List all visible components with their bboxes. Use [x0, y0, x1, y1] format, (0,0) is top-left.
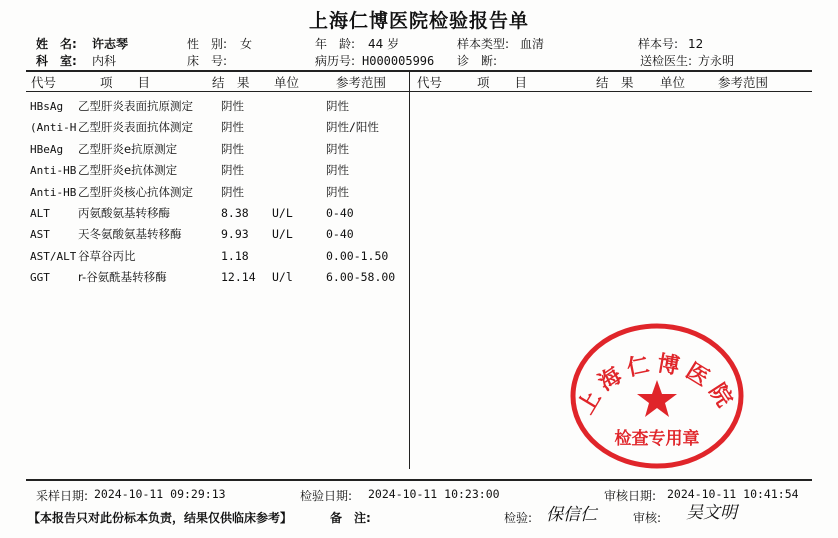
row-reference: 0-40 — [326, 227, 354, 242]
row-item-name: 天冬氨酸氨基转移酶 — [78, 227, 182, 242]
gender-label: 性 别: — [187, 37, 228, 51]
row-code: AST — [30, 228, 50, 242]
patient-gender: 女 — [240, 37, 253, 51]
row-item-name: 乙型肝炎核心抗体测定 — [78, 184, 193, 199]
remark-label: 备 注: — [330, 511, 371, 525]
seal-bottom-text: 检查专用章 — [614, 429, 700, 449]
star-icon — [637, 380, 677, 417]
row-item-name: 乙型肝炎e抗原测定 — [78, 141, 178, 156]
row-item-name: 乙型肝炎表面抗原测定 — [78, 99, 193, 113]
report-title: 上海仁博医院检验报告单 — [308, 10, 529, 32]
row-result: 阴性 — [221, 141, 244, 156]
table-row — [0, 160, 420, 181]
table-row — [0, 182, 420, 203]
header-item-right: 项 目 — [477, 75, 528, 90]
header-code-right: 代号 — [417, 75, 443, 90]
row-reference: 阴性 — [326, 99, 349, 113]
row-item-name: 乙型肝炎表面抗体测定 — [78, 120, 193, 135]
tester-signature: 保信仁 — [546, 505, 597, 525]
review-date: 2024-10-11 10:41:54 — [667, 487, 799, 501]
row-result: 12.14 — [221, 270, 256, 285]
reviewer-label: 审核: — [633, 511, 662, 525]
row-reference: 6.00-58.00 — [326, 270, 396, 285]
header-ref-left: 参考范围 — [336, 75, 387, 90]
review-date-label: 审核日期: — [604, 489, 657, 503]
row-result: 阴性 — [221, 99, 244, 113]
row-result: 阴性 — [221, 120, 244, 135]
row-code: GGT — [30, 271, 50, 285]
table-row — [0, 267, 420, 288]
row-unit: U/L — [272, 205, 293, 220]
table-top-rule — [26, 70, 812, 72]
row-item-name: 丙氨酸氨基转移酶 — [78, 205, 170, 220]
reviewer-signature: 吴文明 — [686, 503, 737, 523]
name-label: 姓 名: — [36, 37, 77, 51]
sample-type-label: 样本类型: — [457, 37, 510, 51]
sampling-date: 2024-10-11 09:29:13 — [94, 487, 226, 501]
patient-info-row-1 — [0, 36, 838, 52]
row-code: Anti-HB — [30, 185, 76, 199]
test-date-label: 检验日期: — [300, 489, 353, 503]
age-label: 年 龄: — [315, 37, 356, 51]
row-code: ALT — [30, 206, 50, 220]
patient-age: 44 岁 — [368, 37, 400, 51]
doctor-name: 方永明 — [698, 54, 735, 68]
table-row — [0, 203, 420, 224]
bed-label: 床 号: — [187, 54, 228, 68]
row-code: Anti-HB — [30, 164, 76, 178]
doctor-label: 送检医生: — [640, 54, 693, 68]
row-result: 8.38 — [221, 205, 249, 220]
row-reference: 0-40 — [326, 205, 354, 220]
table-row — [0, 224, 420, 245]
disclaimer-text: 【本报告只对此份标本负责，结果仅供临床参考】 — [28, 511, 293, 525]
row-unit: U/l — [272, 270, 293, 285]
patient-info-row-2 — [0, 53, 838, 69]
row-reference: 0.00-1.50 — [326, 248, 389, 263]
row-reference: 阴性 — [326, 163, 349, 178]
table-row — [0, 139, 420, 160]
sampling-date-label: 采样日期: — [36, 489, 89, 503]
header-ref-right: 参考范围 — [718, 75, 769, 90]
record-label: 病历号: — [315, 54, 356, 68]
sample-type: 血清 — [520, 37, 545, 51]
row-reference: 阴性 — [326, 141, 349, 156]
row-unit: U/L — [272, 227, 293, 242]
row-code: AST/ALT — [30, 249, 76, 263]
patient-dept: 内科 — [92, 54, 117, 68]
record-no: H000005996 — [362, 54, 435, 68]
hospital-seal-stamp — [569, 320, 745, 470]
seal-arc-text: 上海仁博医院 — [573, 351, 740, 419]
table-row — [0, 96, 420, 117]
row-reference: 阴性 — [326, 184, 349, 199]
row-reference: 阴性/阳性 — [326, 120, 379, 135]
diagnosis-label: 诊 断: — [457, 54, 498, 68]
header-result-left: 结 果 — [212, 75, 250, 90]
sample-no: 12 — [688, 37, 704, 51]
table-row — [0, 246, 420, 267]
row-code: HBsAg — [30, 100, 64, 113]
row-item-name: r-谷氨酰基转移酶 — [78, 270, 167, 285]
dept-label: 科 室: — [36, 54, 77, 68]
results-table — [0, 96, 420, 289]
table-row — [0, 117, 420, 138]
sample-no-label: 样本号: — [638, 37, 679, 51]
header-unit-right: 单位 — [660, 75, 686, 90]
header-item-left: 项 目 — [100, 75, 151, 90]
patient-name: 许志琴 — [92, 37, 129, 51]
header-code-left: 代号 — [31, 75, 57, 90]
header-unit-left: 单位 — [274, 75, 300, 90]
table-bottom-rule — [26, 479, 812, 481]
row-result: 1.18 — [221, 248, 249, 263]
row-code: (Anti-H — [30, 121, 76, 135]
tester-label: 检验: — [504, 511, 533, 525]
header-result-right: 结 果 — [596, 75, 634, 90]
row-result: 阴性 — [221, 163, 244, 178]
row-item-name: 谷草谷丙比 — [78, 248, 136, 263]
row-result: 阴性 — [221, 184, 244, 199]
row-item-name: 乙型肝炎e抗体测定 — [78, 163, 178, 178]
row-code: HBeAg — [30, 142, 64, 156]
row-result: 9.93 — [221, 227, 249, 242]
header-bottom-rule — [26, 91, 812, 92]
test-date: 2024-10-11 10:23:00 — [368, 487, 500, 501]
